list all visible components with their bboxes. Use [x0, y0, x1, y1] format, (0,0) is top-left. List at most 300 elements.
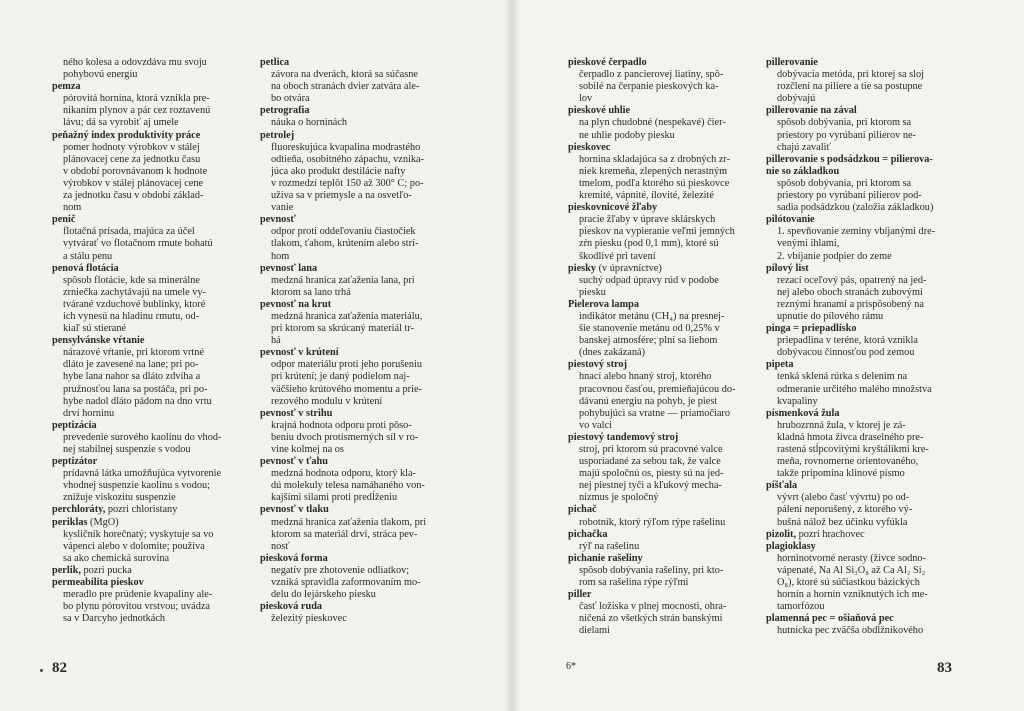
- entry-term-text: plamenná pec = ošiaňová pec: [766, 613, 894, 625]
- entry-term-text: peptizácia: [52, 419, 97, 431]
- dictionary-entry: [52, 565, 248, 577]
- entry-definition: [52, 275, 248, 335]
- entry-term-text: pinga = priepadlisko: [766, 323, 857, 335]
- definition-line: pružnosťou lana sa postáča, pri po-: [63, 383, 208, 395]
- entry-term-text: pizolit,: [766, 528, 797, 540]
- definition-line: negatív pre zhotovenie odliatkov;: [271, 564, 410, 576]
- entry-term: [766, 263, 970, 275]
- dictionary-entry: [260, 299, 460, 347]
- definition-line: zŕn piesku (pod 0,1 mm), ktoré sú: [579, 238, 719, 250]
- entry-term: [52, 214, 248, 226]
- right-page: [512, 0, 1024, 711]
- dictionary-entry: [568, 142, 760, 202]
- signature-mark: 6*: [566, 661, 576, 672]
- entry-term: [568, 263, 760, 275]
- entry-definition: [52, 347, 248, 420]
- dictionary-entry: [260, 105, 460, 129]
- definition-line: hrubozrnná žula, v ktorej je zá-: [777, 419, 906, 431]
- entry-term-text: písmenková žula: [766, 407, 840, 419]
- definition-line: sa ako chemická surovina: [63, 552, 170, 564]
- definition-line: dávanú energiu na pohyb, je piest: [579, 395, 718, 407]
- entry-definition: [52, 142, 248, 215]
- definition-line: meňa, rovnomerne orientovaného,: [777, 456, 919, 468]
- definition-line: venými ihlami,: [777, 238, 840, 250]
- definition-line: pohybovú energiu: [63, 69, 138, 81]
- definition-line: hybe lana nahor sa dláto zdvíha a: [63, 371, 201, 383]
- definition-line: takže pripomína klinové písmo: [777, 468, 905, 480]
- column-right-1: [568, 57, 760, 638]
- definition-line: závora na dverách, ktorá sa súčasne: [271, 69, 418, 81]
- entry-term-text: penič: [52, 214, 76, 226]
- definition-line: nizmus je spoločný: [579, 492, 659, 504]
- definition-line: pieskov na vypieranie veľmi jemných: [579, 226, 735, 238]
- entry-term-text: pieskovec: [568, 141, 611, 153]
- dictionary-entry: [568, 504, 760, 528]
- definition-line: nosť: [271, 540, 290, 552]
- entry-term: [260, 601, 460, 613]
- entry-term-text: pipeta: [766, 359, 794, 371]
- page-number-left: 82: [52, 660, 67, 676]
- entry-definition: [568, 69, 760, 105]
- definition-line: há: [271, 335, 281, 347]
- dictionary-entry: [52, 420, 248, 456]
- entry-term: [568, 202, 760, 214]
- definition-line: vanie: [271, 202, 294, 214]
- definition-line: vápenaté, Na Al Si₃O₈ až Ca Al₂ Si₂: [777, 564, 926, 576]
- definition-line: rýľ na rašelinu: [579, 540, 640, 552]
- entry-definition: [52, 589, 248, 625]
- entry-term: [766, 408, 970, 420]
- definition-line: vývrt (alebo časť vývrtu) po od-: [777, 492, 910, 504]
- dictionary-entry: [52, 517, 248, 565]
- definition-line: čerpadlo z pancierovej liatiny, spô-: [579, 69, 724, 81]
- entry-term-text: piesky: [568, 262, 597, 274]
- definition-line: krajná hodnota odporu proti pôso-: [271, 419, 412, 431]
- entry-definition: [260, 420, 460, 456]
- entry-term: [260, 347, 460, 359]
- definition-line: na plyn chudobné (nespekavé) čier-: [579, 117, 726, 129]
- dictionary-entry: [260, 456, 460, 504]
- definition-line: sobilé na čerpanie pieskových ka-: [579, 81, 719, 93]
- entry-definition: [766, 420, 970, 480]
- entry-term: [766, 214, 970, 226]
- definition-line: rozčlení na piliere a tie sa postupne: [777, 81, 923, 93]
- dictionary-entry: [568, 202, 760, 262]
- definition-line: dláto je zavesené na lane; pri po-: [63, 359, 199, 371]
- definition-line: vzniká spravidla zaformovaním mo-: [271, 577, 421, 589]
- definition-line: ne uhlie podoby piesku: [579, 129, 675, 141]
- definition-line: hornín a hornín vzniknutých ich me-: [777, 589, 928, 601]
- definition-line: drví horninu: [63, 407, 115, 419]
- entry-definition: [52, 468, 248, 504]
- definition-line: v období porovnávanom k hodnote: [63, 165, 208, 177]
- entry-term-text: piesková ruda: [260, 601, 323, 613]
- dictionary-entry: [766, 541, 970, 614]
- entry-term-text: piesková forma: [260, 552, 328, 564]
- entry-term: [52, 517, 248, 529]
- definition-line: znižuje viskozitu suspenzie: [63, 492, 176, 504]
- entry-definition: [260, 359, 460, 407]
- dictionary-entry: [52, 81, 248, 129]
- definition-line: priestory po vyrúbaní pilierov pod-: [777, 190, 922, 202]
- dictionary-entry: [766, 613, 970, 637]
- entry-term-text: pieskovnicové žľaby: [568, 202, 658, 214]
- entry-term: [52, 504, 248, 516]
- entry-term-text: piestový stroj: [568, 359, 628, 371]
- definition-line: lov: [579, 93, 593, 105]
- definition-line: priepadlina v teréne, ktorá vznikla: [777, 335, 918, 347]
- definition-line: nikaním plynov a pár cez roztavenú: [63, 105, 211, 117]
- margin-dot: [40, 669, 43, 672]
- entry-term-text: pílový list: [766, 262, 809, 274]
- dictionary-entry: [52, 335, 248, 420]
- entry-inline-note: pozri pucka: [80, 564, 132, 576]
- dictionary-entry: [260, 57, 460, 105]
- definition-line: pálení neporušený, z ktorého vý-: [777, 504, 913, 516]
- definition-line: reznými hranami a prispôsobený na: [777, 298, 924, 310]
- definition-line: piesku: [579, 286, 606, 298]
- definition-line: ného kolesa a odovzdáva mu svoju: [63, 57, 207, 68]
- dictionary-entry: [568, 359, 760, 432]
- definition-line: tamorfózou: [777, 601, 825, 613]
- dictionary-entry: [260, 214, 460, 262]
- definition-line: spôsob dobývania, pri ktorom sa: [777, 177, 912, 189]
- entry-definition: [766, 553, 970, 613]
- definition-line: sadia podsádzkou (založia základkou): [777, 202, 934, 214]
- entry-term: [766, 541, 970, 553]
- definition-line: lávu; dá sa vyrobiť aj umele: [63, 117, 179, 129]
- entry-definition: [568, 541, 760, 553]
- definition-line: hutnícka pec zväčša obdĺžnikového: [777, 625, 924, 637]
- entry-term-text: plagioklasy: [766, 540, 816, 552]
- entry-term-text: pichač: [568, 504, 597, 516]
- dictionary-entry: [766, 359, 970, 407]
- entry-term: [260, 553, 460, 565]
- entry-term: [52, 81, 248, 93]
- definition-line: pomer hodnoty výrobkov v stálej: [63, 141, 200, 153]
- definition-line: medzná hodnota odporu, ktorý kla-: [271, 468, 416, 480]
- entry-definition: [766, 69, 970, 105]
- entry-term-text: pieskové uhlie: [568, 105, 631, 117]
- entry-definition: [766, 178, 970, 214]
- entry-term: [568, 589, 760, 601]
- entry-definition: [568, 371, 760, 431]
- definition-line: rom sa rašelina rýpe rýľmi: [579, 577, 689, 589]
- entry-definition: [568, 311, 760, 359]
- definition-line: rezací oceľový pás, opatrený na jed-: [777, 274, 927, 286]
- entry-term: [568, 57, 760, 69]
- entry-definition: [260, 69, 460, 105]
- entry-term-text: perchloráty,: [52, 504, 106, 516]
- dictionary-entry: [766, 480, 970, 528]
- entry-term: [260, 214, 460, 226]
- entry-definition: [568, 214, 760, 262]
- dictionary-entry: [766, 408, 970, 481]
- entry-term-text: Pielerova lampa: [568, 298, 640, 310]
- entry-term-text: pillerovanie: [766, 57, 818, 68]
- entry-term-text: pevnosť na krut: [260, 298, 332, 310]
- entry-definition: [52, 432, 248, 456]
- entry-term-text: píšťala: [766, 480, 798, 492]
- dictionary-entry: [260, 347, 460, 407]
- entry-definition: [766, 335, 970, 359]
- dictionary-entry: [568, 529, 760, 553]
- entry-term-text: pevnosť lana: [260, 262, 318, 274]
- entry-term: [568, 299, 760, 311]
- entry-term: [52, 130, 248, 142]
- definition-line: kvapaliny: [777, 395, 818, 407]
- definition-line: kiaľ sú stierané: [63, 323, 127, 335]
- entry-definition: [52, 529, 248, 565]
- definition-line: škodlivé pri tavení: [579, 250, 656, 262]
- definition-line: výrobkov v stálej plánovacej cene: [63, 177, 204, 189]
- entry-definition: [568, 565, 760, 589]
- dictionary-entry: [766, 529, 970, 541]
- entry-definition: [52, 93, 248, 129]
- entry-inline-note: pozri chloristany: [105, 504, 178, 516]
- entry-definition: [260, 613, 460, 625]
- dictionary-entry: [766, 263, 970, 323]
- definition-line: pórovitá hornina, ktorá vznikla pre-: [63, 93, 210, 105]
- definition-line: pracie žľaby v úprave sklárskych: [579, 214, 716, 226]
- definition-line: rezového modulu v krútení: [271, 395, 383, 407]
- definition-line: meradlo pre prúdenie kvapaliny ale-: [63, 589, 213, 601]
- entry-term: [568, 553, 760, 565]
- definition-line: odmeranie určitého malého množstva: [777, 383, 932, 395]
- entry-definition: [260, 565, 460, 601]
- definition-line: vine kolmej na os: [271, 444, 344, 455]
- entry-definition: [52, 57, 248, 81]
- entry-definition: [766, 275, 970, 323]
- definition-line: hybe nadol dláto pádom na dno vrtu: [63, 395, 212, 407]
- entry-definition: [260, 468, 460, 504]
- entry-term-text: pillerovanie s podsádzkou = pilierova-: [766, 153, 933, 165]
- definition-line: pri krútení; je daný podielom naj-: [271, 371, 410, 383]
- definition-line: vápenci alebo v dolomite; používa: [63, 540, 205, 552]
- definition-line: za jednotku času v období základ-: [63, 190, 204, 202]
- definition-line: usporiadané za sebou tak, že valce: [579, 456, 721, 468]
- definition-line: časť ložiska v plnej mocnosti, ohra-: [579, 601, 727, 613]
- definition-line: stroj, pri ktorom sú pracovné valce: [579, 444, 723, 455]
- entry-term: [766, 613, 970, 625]
- definition-line: kladná hmota živca draselného pre-: [777, 431, 924, 443]
- definition-line: vhodnej suspenzie kaolínu s vodou;: [63, 480, 210, 492]
- definition-line: pri ktorom sa skrúcaný materiál tr-: [271, 323, 415, 335]
- definition-line: upnutie do pílového rámu: [777, 310, 884, 322]
- definition-line: železitý pieskovec: [271, 613, 347, 625]
- definition-line: hom: [271, 250, 290, 262]
- entry-term: [766, 154, 970, 166]
- dictionary-entry: [766, 57, 970, 105]
- definition-line: na oboch stranách dvier zatvára ale-: [271, 81, 420, 93]
- entry-term-text: pensylvánske vŕtanie: [52, 335, 145, 347]
- definition-line: fluoreskujúca kvapalina modrastého: [271, 141, 421, 153]
- entry-term: [52, 577, 248, 589]
- dictionary-entry: [568, 263, 760, 299]
- entry-definition: [260, 142, 460, 215]
- entry-term-text: pevnosť v tlaku: [260, 504, 329, 516]
- definition-line: ničená zo všetkých strán banskými: [579, 613, 723, 625]
- entry-term: [260, 130, 460, 142]
- definition-line: pracovnou časťou, premieňajúcou do-: [579, 383, 736, 395]
- entry-term-text: pillerovanie na zával: [766, 105, 857, 117]
- definition-line: spôsob flotácie, kde sa minerálne: [63, 274, 200, 286]
- definition-line: väčšieho krútového momentu a prie-: [271, 383, 422, 395]
- definition-line: prevedenie surového kaolínu do vhod-: [63, 431, 222, 443]
- dictionary-entry: [260, 130, 460, 215]
- definition-line: kysličník horečnatý; vyskytuje sa vo: [63, 528, 214, 540]
- entry-term: [568, 432, 760, 444]
- definition-line: priestory po vyrúbaní pilierov ne-: [777, 129, 916, 141]
- definition-line: kajšími silami proti predĺženiu: [271, 492, 398, 504]
- definition-line: sa v Darcyho jednotkách: [63, 613, 166, 625]
- definition-line: 1. spevňovanie zeminy vbíjanými dre-: [777, 226, 936, 238]
- dictionary-entry: [52, 263, 248, 336]
- entry-term: [568, 504, 760, 516]
- definition-line: spôsob dobývania rašeliny, pri kto-: [579, 564, 724, 576]
- definition-line: a stálu penu: [63, 250, 113, 262]
- dictionary-entry: [52, 57, 248, 81]
- definition-line: beniu dvoch protismerných síl v ro-: [271, 431, 419, 443]
- definition-line: banskej atmosfére; plní sa liehom: [579, 335, 718, 347]
- entry-term-text: pichačka: [568, 528, 608, 540]
- entry-term: [260, 105, 460, 117]
- definition-line: tvárané vzduchové bublinky, ktoré: [63, 298, 206, 310]
- dictionary-entry: [260, 504, 460, 552]
- entry-term-text: pichanie rašeliny: [568, 552, 643, 564]
- column-left-2: [260, 57, 460, 625]
- entry-term-text: periklas: [52, 516, 88, 528]
- definition-line: náuka o horninách: [271, 117, 348, 129]
- definition-line: pohybujúci sa vratne — priamočiaro: [579, 407, 730, 419]
- definition-line: suchý odpad úpravy rúd v podobe: [579, 274, 719, 286]
- dictionary-entry: [568, 299, 760, 359]
- dictionary-entry: [766, 323, 970, 359]
- entry-term: [766, 105, 970, 117]
- entry-term: [766, 529, 970, 541]
- dictionary-entry: [260, 263, 460, 299]
- page-number-right: 83: [937, 660, 952, 676]
- definition-line: tlakom, ťahom, krútením alebo strí-: [271, 238, 419, 250]
- definition-line: nom: [63, 202, 82, 214]
- definition-line: tmelom, podľa ktorého sú pieskovce: [579, 177, 730, 189]
- entry-inline-note: (MgO): [87, 516, 119, 528]
- entry-definition: [52, 226, 248, 262]
- definition-line: (dnes zakázaná): [579, 347, 646, 359]
- dictionary-entry: [568, 432, 760, 505]
- definition-line: šie stanovenie metánu od 0,25% v: [579, 323, 720, 335]
- definition-line: ich vynesú na hladinu rmutu, od-: [63, 310, 200, 322]
- definition-line: flotačná prísada, majúca za účel: [63, 226, 195, 238]
- entry-definition: [260, 311, 460, 347]
- dictionary-entry: [260, 601, 460, 625]
- entry-term: [260, 456, 460, 468]
- entry-term-text: peňažný index produktivity práce: [52, 129, 201, 141]
- entry-definition: [766, 117, 970, 153]
- dictionary-entry: [568, 553, 760, 589]
- definition-line: odtieňa, osobitného zápachu, vznika-: [271, 153, 424, 165]
- entry-term: [260, 408, 460, 420]
- definition-line: júca ako produkt destilácie nafty: [271, 165, 406, 177]
- dictionary-entry: [568, 105, 760, 141]
- entry-term: [52, 263, 248, 275]
- definition-line: prídavná látka umožňujúca vytvorenie: [63, 468, 222, 480]
- definition-line: ktorom sa materiál drví, stráca pev-: [271, 528, 418, 540]
- definition-line: nej stabilnej suspenzie s vodou: [63, 444, 191, 455]
- entry-definition: [766, 625, 970, 637]
- definition-line: nárazové vŕtanie, pri ktorom vrtné: [63, 347, 204, 359]
- definition-line: O₈), ktoré sú súčiastkou bázických: [777, 577, 920, 589]
- dictionary-entry: [260, 553, 460, 601]
- book-gutter: [504, 0, 520, 711]
- definition-line: medzná hranica zaťaženia materiálu,: [271, 310, 423, 322]
- definition-line: zrniečka zachytávajú na umele vy-: [63, 286, 206, 298]
- entry-term-text: pilótovanie: [766, 214, 815, 226]
- dictionary-entry: [766, 105, 970, 153]
- definition-line: bo plynu pórovitou vrstvou; uvádza: [63, 601, 210, 613]
- dictionary-entry: [52, 130, 248, 215]
- definition-line: chajú zavaliť: [777, 141, 831, 153]
- definition-line: hnací alebo hnaný stroj, ktorého: [579, 371, 712, 383]
- definition-line: užíva sa v priemysle a na osvetľo-: [271, 190, 412, 202]
- definition-line: dobývacou činnosťou pod zemou: [777, 347, 915, 359]
- entry-term: [260, 263, 460, 275]
- dictionary-entry: [52, 504, 248, 516]
- entry-term-text: piestový tandemový stroj: [568, 431, 679, 443]
- column-left-1: [52, 57, 248, 625]
- definition-line: robotník, ktorý rýľom rýpe rašelinu: [579, 516, 726, 528]
- definition-line: horninotvorné nerasty (živce sodno-: [777, 552, 926, 564]
- dictionary-entry: [52, 577, 248, 625]
- definition-line: nej alebo oboch stranách zubovými: [777, 286, 923, 298]
- entry-definition: [568, 154, 760, 202]
- entry-term: [766, 359, 970, 371]
- dictionary-entry: [568, 57, 760, 105]
- entry-definition: [260, 517, 460, 553]
- definition-line: odpor proti oddeľovaniu čiastočiek: [271, 226, 416, 238]
- definition-line: niek kremeňa, zlepených nerastným: [579, 165, 728, 177]
- entry-term: [766, 57, 970, 69]
- definition-line: plánovacej cene za jednotku času: [63, 153, 201, 165]
- dictionary-entry: [52, 456, 248, 504]
- definition-line: ktorom sa lano trhá: [271, 286, 351, 298]
- entry-term: [568, 105, 760, 117]
- entry-inline-note: (v úpravníctve): [596, 262, 662, 274]
- entry-term: [568, 529, 760, 541]
- entry-term: [568, 359, 760, 371]
- entry-term: [568, 142, 760, 154]
- definition-line: rastená stĺpcovitými kryštálikmi kre-: [777, 444, 929, 455]
- definition-line: kremité, vápnité, ílovité, železité: [579, 190, 714, 202]
- definition-line: dielami: [579, 625, 610, 637]
- dictionary-entry: [568, 589, 760, 637]
- entry-term: [52, 456, 248, 468]
- entry-term-text: peptizátor: [52, 456, 98, 468]
- dictionary-entry: [766, 154, 970, 214]
- entry-term-text: pevnosť v ťahu: [260, 456, 328, 468]
- entry-definition: [260, 275, 460, 299]
- entry-term-continued: nie so základkou: [766, 165, 840, 177]
- dictionary-entry: [52, 214, 248, 262]
- column-right-2: [766, 57, 970, 638]
- entry-term-text: piller: [568, 589, 592, 601]
- entry-term: [260, 299, 460, 311]
- definition-line: nej piestnej tyči a kľukový mecha-: [579, 480, 722, 492]
- entry-definition: [766, 226, 970, 262]
- definition-line: v rozmedzí teplôt 150 až 300° C; po-: [271, 177, 424, 189]
- entry-definition: [568, 517, 760, 529]
- definition-line: dú molekuly telesa namáhaného von-: [271, 480, 425, 492]
